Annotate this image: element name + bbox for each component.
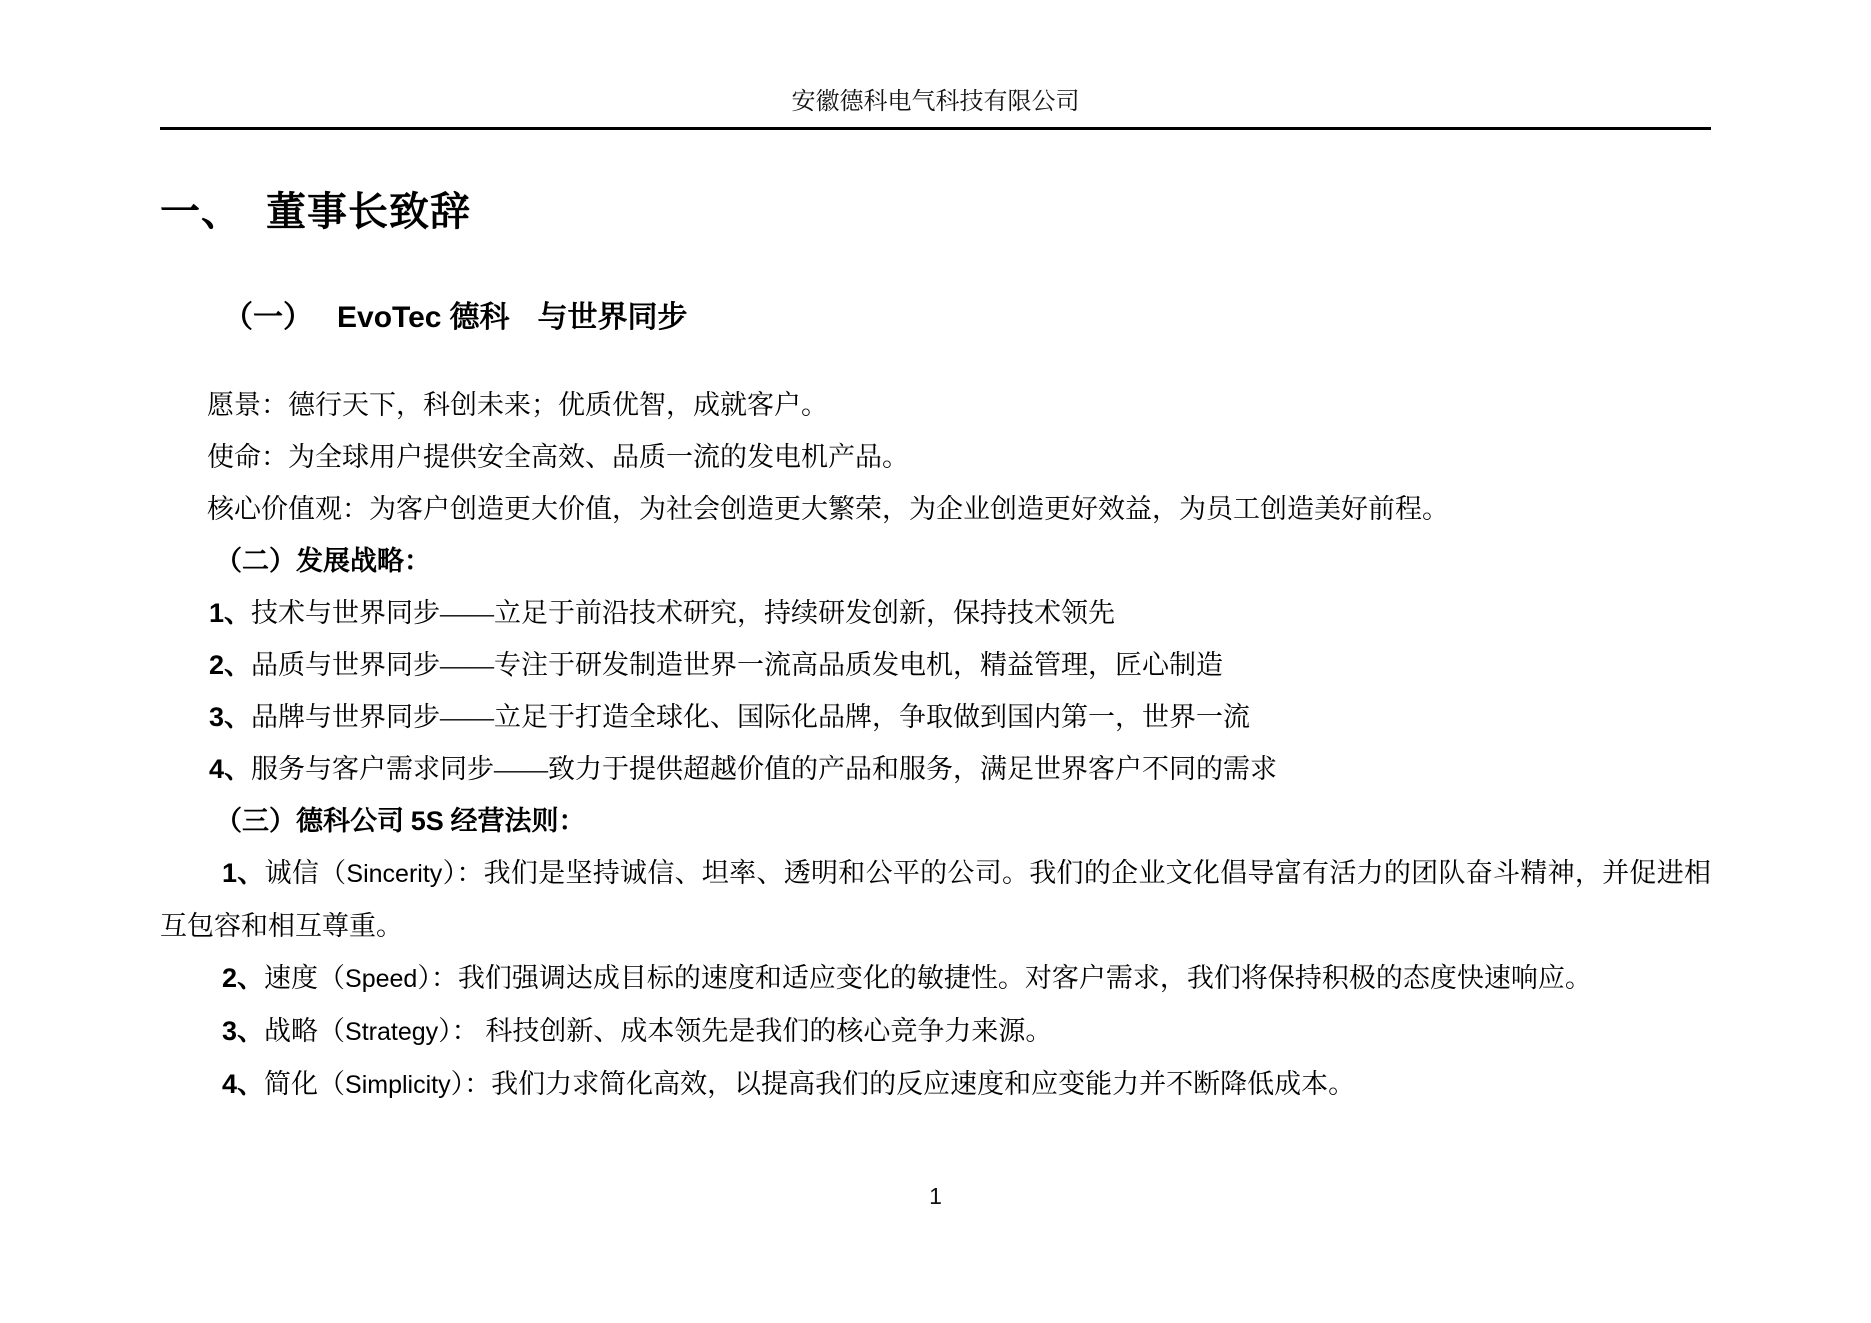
strategy-item-3: [160, 691, 1711, 743]
heading-code-5s: 5S: [410, 806, 444, 836]
item-number: 2、: [222, 963, 265, 993]
item-text: 服务与客户需求同步——致力于提供超越价值的产品和服务，满足世界客户不同的需求: [251, 754, 1278, 784]
item-number: 4、: [222, 1069, 265, 1099]
item-number: 3、: [222, 1016, 265, 1046]
subsection-1-label: （一）: [223, 301, 313, 334]
chapter-number: 一、: [160, 189, 242, 234]
item-term-close: ）：: [417, 963, 458, 993]
values-paragraph: 核心价值观：为客户创造更大价值，为社会创造更大繁荣，为企业创造更好效益，为员工创造美好前程。: [207, 494, 1449, 524]
vision-paragraph: 愿景：德行天下，科创未来；优质优智，成就客户。: [207, 390, 828, 420]
subsection-1-title: 与世界同步: [537, 301, 688, 334]
subsection-2-heading: （二）发展战略：: [215, 546, 431, 576]
chapter-title: 董事长致辞: [266, 189, 471, 234]
heading-prefix: （三）德科公司: [215, 806, 411, 836]
item-term-close: ）：: [438, 1016, 479, 1046]
document-body: [160, 379, 1711, 1111]
item-term-en: Simplicity: [345, 1071, 451, 1099]
company-name: 安徽德科电气科技有限公司: [791, 89, 1080, 115]
rule-item-simplicity: [160, 1058, 1711, 1111]
rule-item-strategy: [160, 1005, 1711, 1058]
strategy-item-4: [160, 743, 1711, 795]
subsection-3-heading: [160, 795, 1711, 847]
heading-suffix: 经营法则：: [443, 806, 586, 836]
item-number: 4、: [209, 754, 252, 784]
item-term: 简化（: [264, 1069, 346, 1099]
subsection-1-heading: [160, 298, 1711, 338]
chapter-heading: [160, 186, 1711, 238]
strategy-item-2: [160, 639, 1711, 691]
item-number: 1、: [209, 598, 252, 628]
item-text: 科技创新、成本领先是我们的核心竞争力来源。: [478, 1016, 1053, 1046]
item-text: 我们是坚持诚信、坦率、透明和公平的公司。我们的企业文化倡导富有活力的团队奋斗精神，并促进相互包容和相互尊重。: [160, 858, 1711, 941]
item-number: 2、: [209, 650, 252, 680]
item-text: 品牌与世界同步——立足于打造全球化、国际化品牌，争取做到国内第一，世界一流: [251, 702, 1251, 732]
brand-name-zh: 德科: [449, 301, 510, 334]
page-footer: [0, 1183, 1871, 1210]
item-term-en: Speed: [345, 965, 418, 993]
header-rule: [160, 127, 1711, 130]
rule-item-sincerity: [160, 847, 1711, 952]
rule-item-speed: [160, 952, 1711, 1005]
item-term: 诚信（: [264, 858, 347, 888]
item-text: 品质与世界同步——专注于研发制造世界一流高品质发电机，精益管理，匠心制造: [251, 650, 1224, 680]
item-term: 速度（: [264, 963, 346, 993]
item-term-en: Strategy: [345, 1018, 439, 1046]
item-term-close: ）：: [442, 858, 484, 888]
page-header: [160, 0, 1711, 130]
item-number: 1、: [222, 858, 265, 888]
item-number: 3、: [209, 702, 252, 732]
page-number: 1: [929, 1183, 942, 1209]
item-text: 我们力求简化高效，以提高我们的反应速度和应变能力并不断降低成本。: [491, 1069, 1356, 1099]
mission-paragraph: 使命：为全球用户提供安全高效、品质一流的发电机产品。: [207, 442, 909, 472]
brand-name-en: EvoTec: [337, 301, 442, 334]
strategy-item-1: [160, 587, 1711, 639]
item-term-en: Sincerity: [346, 860, 443, 888]
item-term: 战略（: [264, 1016, 346, 1046]
item-term-close: ）：: [450, 1069, 492, 1099]
item-text: 技术与世界同步——立足于前沿技术研究，持续研发创新，保持技术领先: [251, 598, 1116, 628]
item-text: 我们强调达成目标的速度和适应变化的敏捷性。对客户需求，我们将保持积极的态度快速响应。: [457, 963, 1592, 993]
